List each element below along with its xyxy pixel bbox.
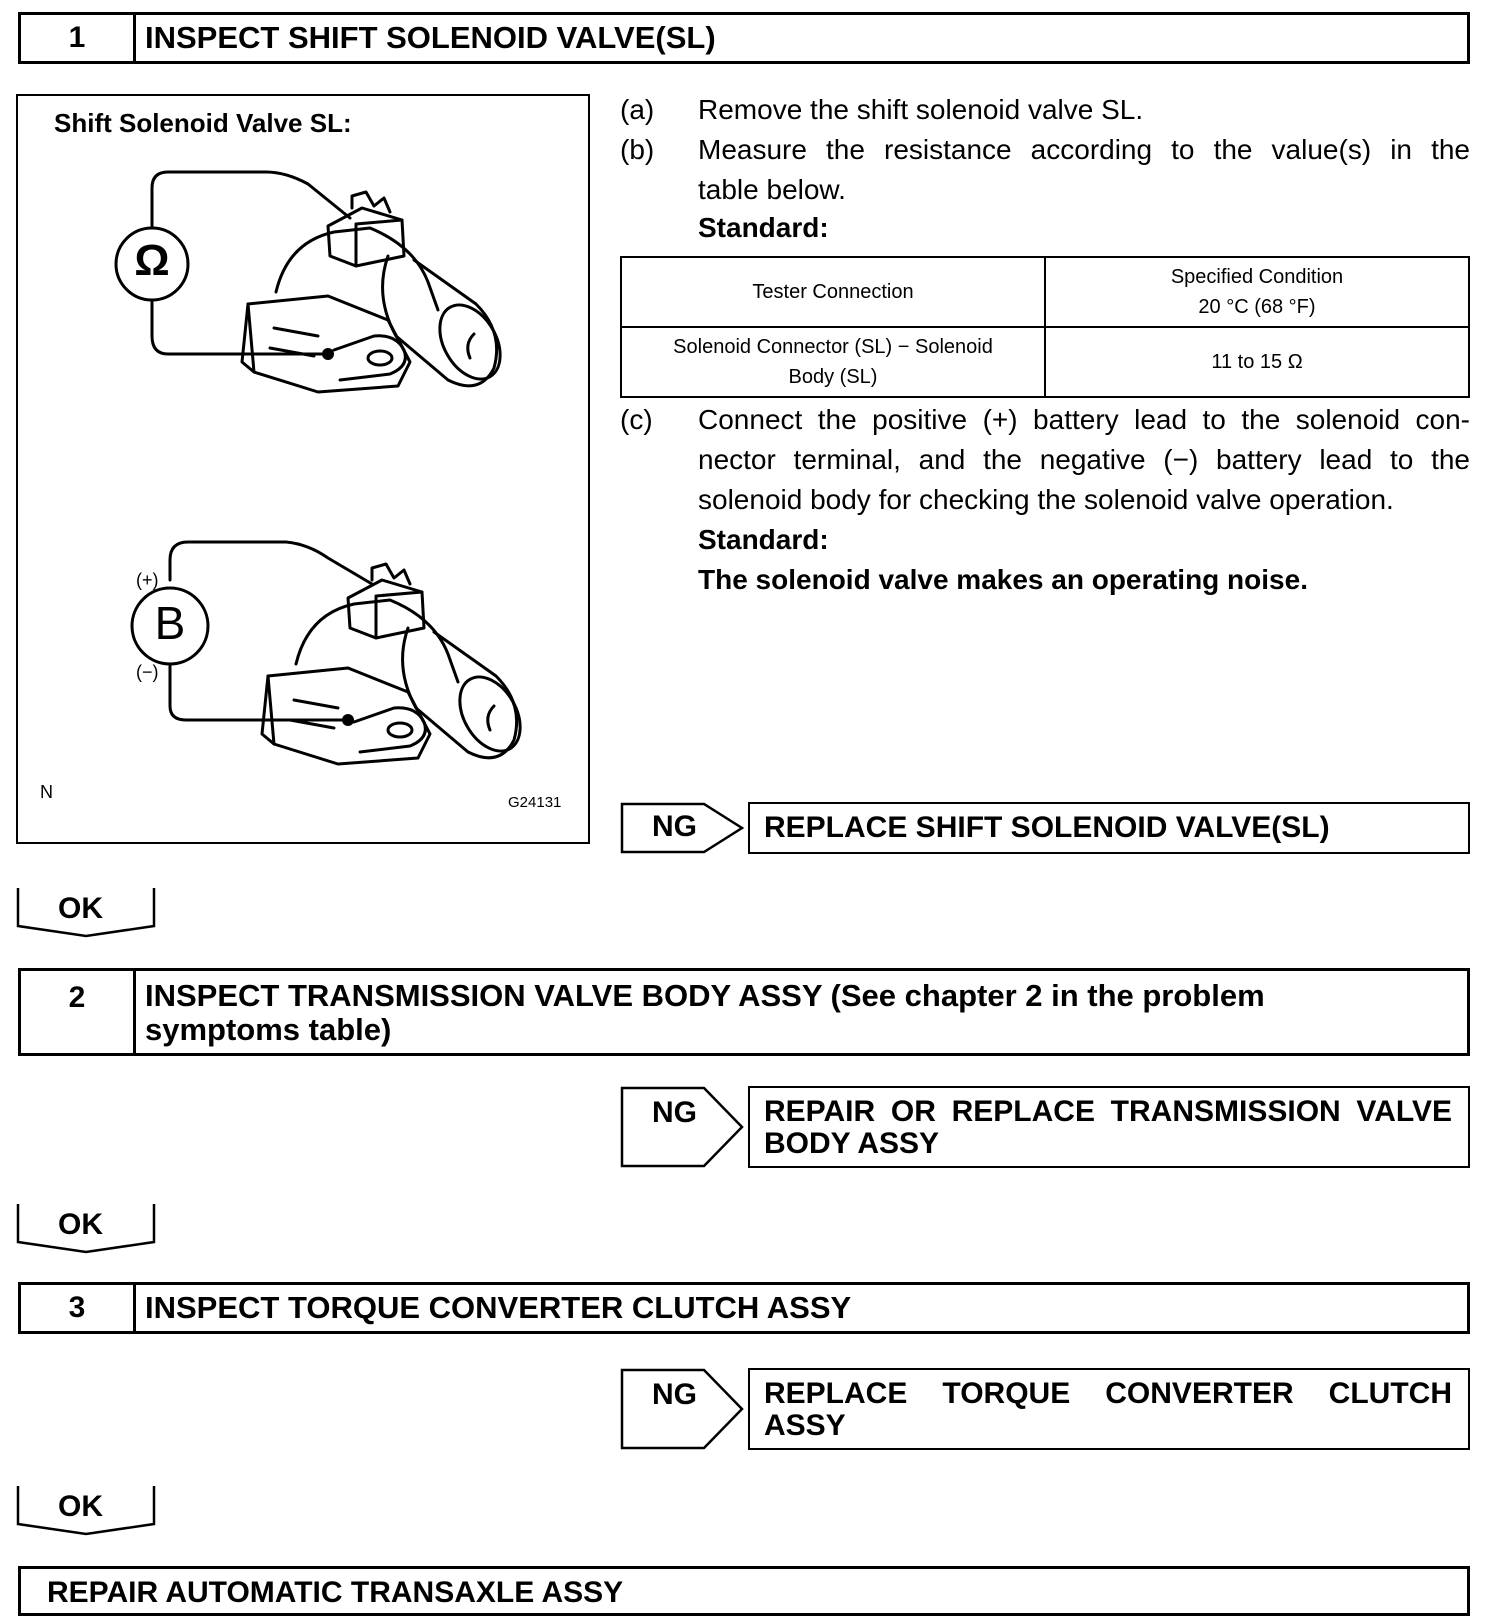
instruction-c-line1: Connect the positive (+) battery lead to the solenoid con-: [698, 404, 1470, 435]
standard-text: The solenoid valve makes an operating noise.: [698, 564, 1308, 595]
step-2-divider: [133, 971, 136, 1053]
final-action-box: [18, 1566, 1470, 1616]
spec-cell-resistance: 11 to 15 Ω: [1045, 327, 1469, 397]
spec-cell-connection: [621, 327, 1045, 397]
step-2-header: [18, 968, 1470, 1056]
action-box-2: [748, 1086, 1470, 1168]
action-1-text: REPLACE SHIFT SOLENOID VALVE(SL): [764, 811, 1330, 844]
minus-label: (−): [136, 662, 159, 682]
solenoid-figure: [16, 94, 590, 844]
action-box-1: [748, 802, 1470, 854]
spec-header-condition-line2: 20 °C (68 °F): [1198, 296, 1316, 318]
action-3-line1: REPLACE TORQUE CONVERTER CLUTCH: [764, 1377, 1452, 1410]
ok-label-2: OK: [58, 1208, 103, 1241]
spec-header-tester-connection: Tester Connection: [621, 257, 1045, 327]
final-action-text: REPAIR AUTOMATIC TRANSAXLE ASSY: [47, 1576, 624, 1609]
action-3-line2: ASSY: [764, 1409, 846, 1442]
figure-code: G24131: [508, 794, 562, 811]
step-2-title-line2: symptoms table): [145, 1012, 392, 1047]
solenoid-upper: [242, 192, 513, 392]
instruction-b-line1: Measure the resistance according to the value(s) in the: [698, 134, 1470, 165]
step-1-divider: [133, 15, 136, 61]
ok-label-1: OK: [58, 892, 103, 925]
spec-table: [620, 256, 1470, 398]
action-box-3: [748, 1368, 1470, 1450]
ng-label-1: NG: [652, 810, 697, 843]
spec-table-header: [621, 257, 1469, 327]
spec-header-condition-line1: Specified Condition: [1170, 266, 1344, 288]
step-2-number: 2: [68, 981, 86, 1014]
instruction-b-line2: table below.: [698, 174, 846, 205]
spec-header-specified-condition: [1045, 257, 1469, 327]
step-3-header: [18, 1282, 1470, 1334]
step-2-title-line1: INSPECT TRANSMISSION VALVE BODY ASSY (See chapter 2 in the problem: [145, 978, 1265, 1013]
instruction-a-text: Remove the shift solenoid valve SL.: [698, 94, 1144, 125]
ok-label-3: OK: [58, 1490, 103, 1523]
figure-corner-label: N: [40, 782, 53, 802]
step-3-divider: [133, 1285, 136, 1331]
instruction-b-marker: (b): [620, 134, 655, 165]
spec-table-container: [620, 256, 1470, 394]
step-3-number: 3: [68, 1291, 86, 1324]
spec-connection-line1: Solenoid Connector (SL) − Solenoid: [673, 336, 993, 358]
standard-label-2: Standard:: [698, 524, 829, 555]
ng-label-3: NG: [652, 1378, 697, 1411]
plus-label: (+): [136, 570, 159, 590]
step-3-title: INSPECT TORQUE CONVERTER CLUTCH ASSY: [145, 1290, 852, 1325]
figure-caption: Shift Solenoid Valve SL:: [54, 108, 352, 138]
spec-table-row: [621, 327, 1469, 397]
instruction-a-marker: (a): [620, 94, 655, 125]
action-2-line1: REPAIR OR REPLACE TRANSMISSION VALVE: [764, 1095, 1452, 1128]
battery-symbol: B: [154, 597, 186, 649]
step-1-number: 1: [68, 21, 86, 54]
instruction-c-line2: nector terminal, and the negative (−) battery lead to the: [698, 444, 1470, 475]
action-2-line2: BODY ASSY: [764, 1127, 940, 1160]
step-1-header: [18, 12, 1470, 64]
ohm-symbol: Ω: [134, 236, 170, 285]
spec-connection-line2: Body (SL): [788, 366, 878, 388]
instruction-c-marker: (c): [620, 404, 653, 435]
solenoid-lower: [262, 564, 533, 764]
ng-label-2: NG: [652, 1096, 697, 1129]
standard-label-1: Standard:: [698, 212, 829, 243]
instruction-c-line3: solenoid body for checking the solenoid valve operation.: [698, 484, 1394, 515]
step-1-title: INSPECT SHIFT SOLENOID VALVE(SL): [145, 20, 716, 55]
solenoid-illustration: [18, 96, 588, 842]
